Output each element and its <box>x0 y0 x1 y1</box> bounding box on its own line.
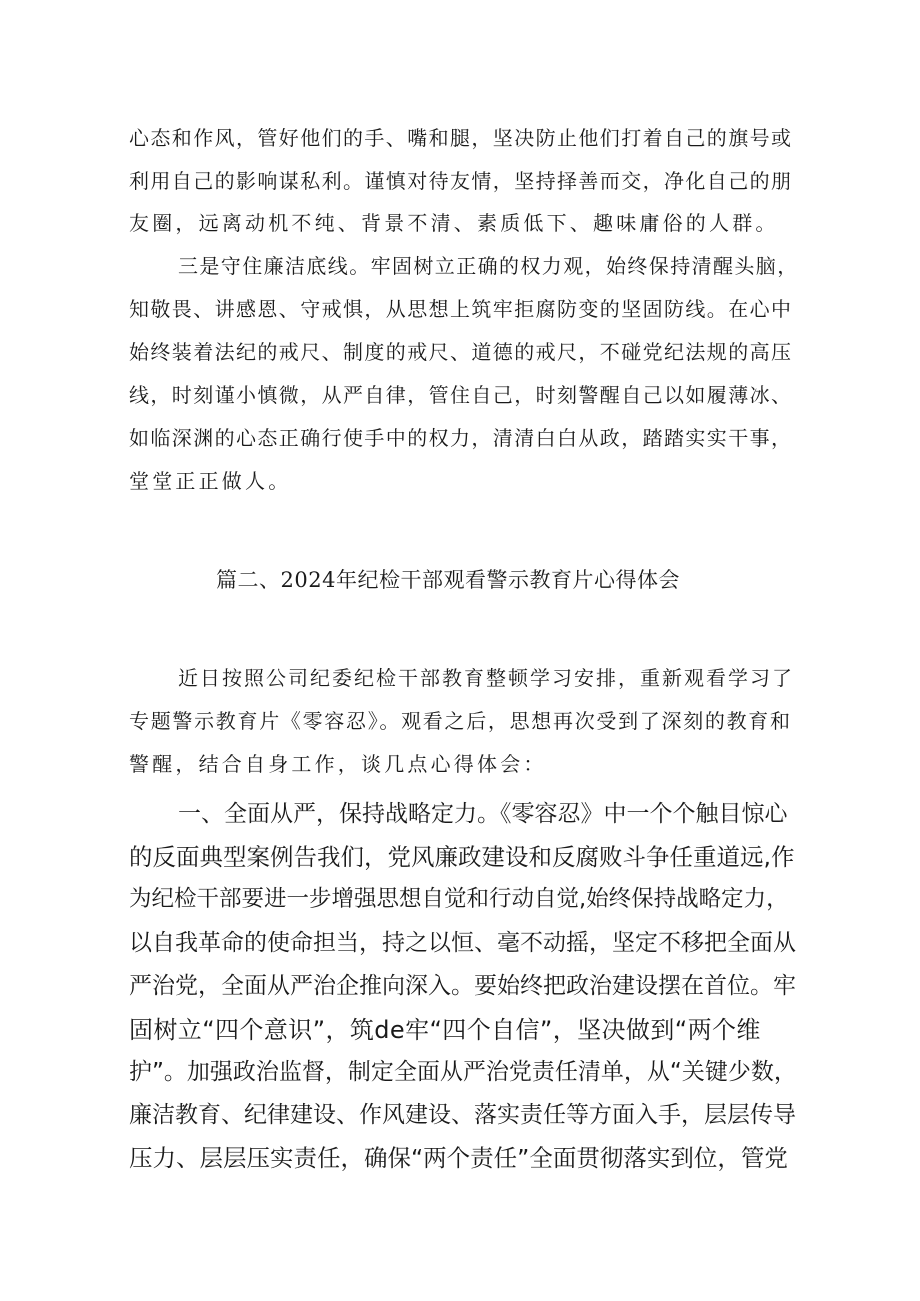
text-line: 利用自己的影响谋私利。谨慎对待友情，坚持择善而交，净化自己的朋 <box>129 169 793 193</box>
text-line: 严治党，全面从严治企推向深入。要始终把政治建设摆在首位。牢 <box>129 973 796 999</box>
text-line: 一、全面从严，保持战略定力。《零容忍》中一个个触目惊心 <box>178 801 788 827</box>
text-line: 以自我革命的使命担当，持之以恒、毫不动摇，坚定不移把全面从 <box>129 930 796 956</box>
text-line: 压力、层层压实责任，确保“两个责任”全面贯彻落实到位，管党 <box>129 1144 788 1172</box>
text-line: 友圈，远离动机不纯、背景不清、素质低下、趣味庸俗的人群。 <box>129 211 779 235</box>
text-line: 线，时刻谨小慎微，从严自律，管住自己，时刻警醒自己以如履薄冰、 <box>129 383 793 407</box>
text-line: 护”。加强政治监督，制定全面从严治党责任清单，从“关键少数， <box>129 1059 797 1085</box>
text-line: 为纪检干部要进一步增强思想自觉和行动自觉,始终保持战略定力， <box>129 886 789 912</box>
text-line: 堂堂正正做人。 <box>129 469 292 493</box>
text-line: 固树立“四个意识”，筑de牢“四个自信”，坚决做到“两个维 <box>129 1016 761 1044</box>
text-line: 廉洁教育、纪律建设、作风建设、落实责任等方面入手，层层传导 <box>129 1102 796 1128</box>
section-heading: 篇二、2024年纪检干部观看警示教育片心得体会 <box>216 568 680 592</box>
text-line: 警醒，结合自身工作，谈几点心得体会： <box>129 752 547 776</box>
text-line: 始终装着法纪的戒尺、制度的戒尺、道德的戒尺，不碰党纪法规的高压 <box>129 340 793 364</box>
text-line: 知敬畏、讲感恩、守戒惧，从思想上筑牢拒腐防变的坚固防线。在心中 <box>129 297 793 321</box>
text-line: 心态和作风，管好他们的手、嘴和腿，坚决防止他们打着自己的旗号或 <box>129 126 793 150</box>
text-line: 如临深渊的心态正确行使手中的权力，清清白白从政，踏踏实实干事， <box>129 426 793 450</box>
text-line: 近日按照公司纪委纪检干部教育整顿学习安排，重新观看学习了 <box>178 666 794 690</box>
text-line: 三是守住廉洁底线。牢固树立正确的权力观，始终保持清醒头脑， <box>178 254 799 278</box>
text-line: 的反面典型案例告我们，党风廉政建设和反腐败斗争任重道远,作 <box>129 843 795 871</box>
text-line: 专题警示教育片《零容忍》。观看之后，思想再次受到了深刻的教育和 <box>129 709 792 733</box>
